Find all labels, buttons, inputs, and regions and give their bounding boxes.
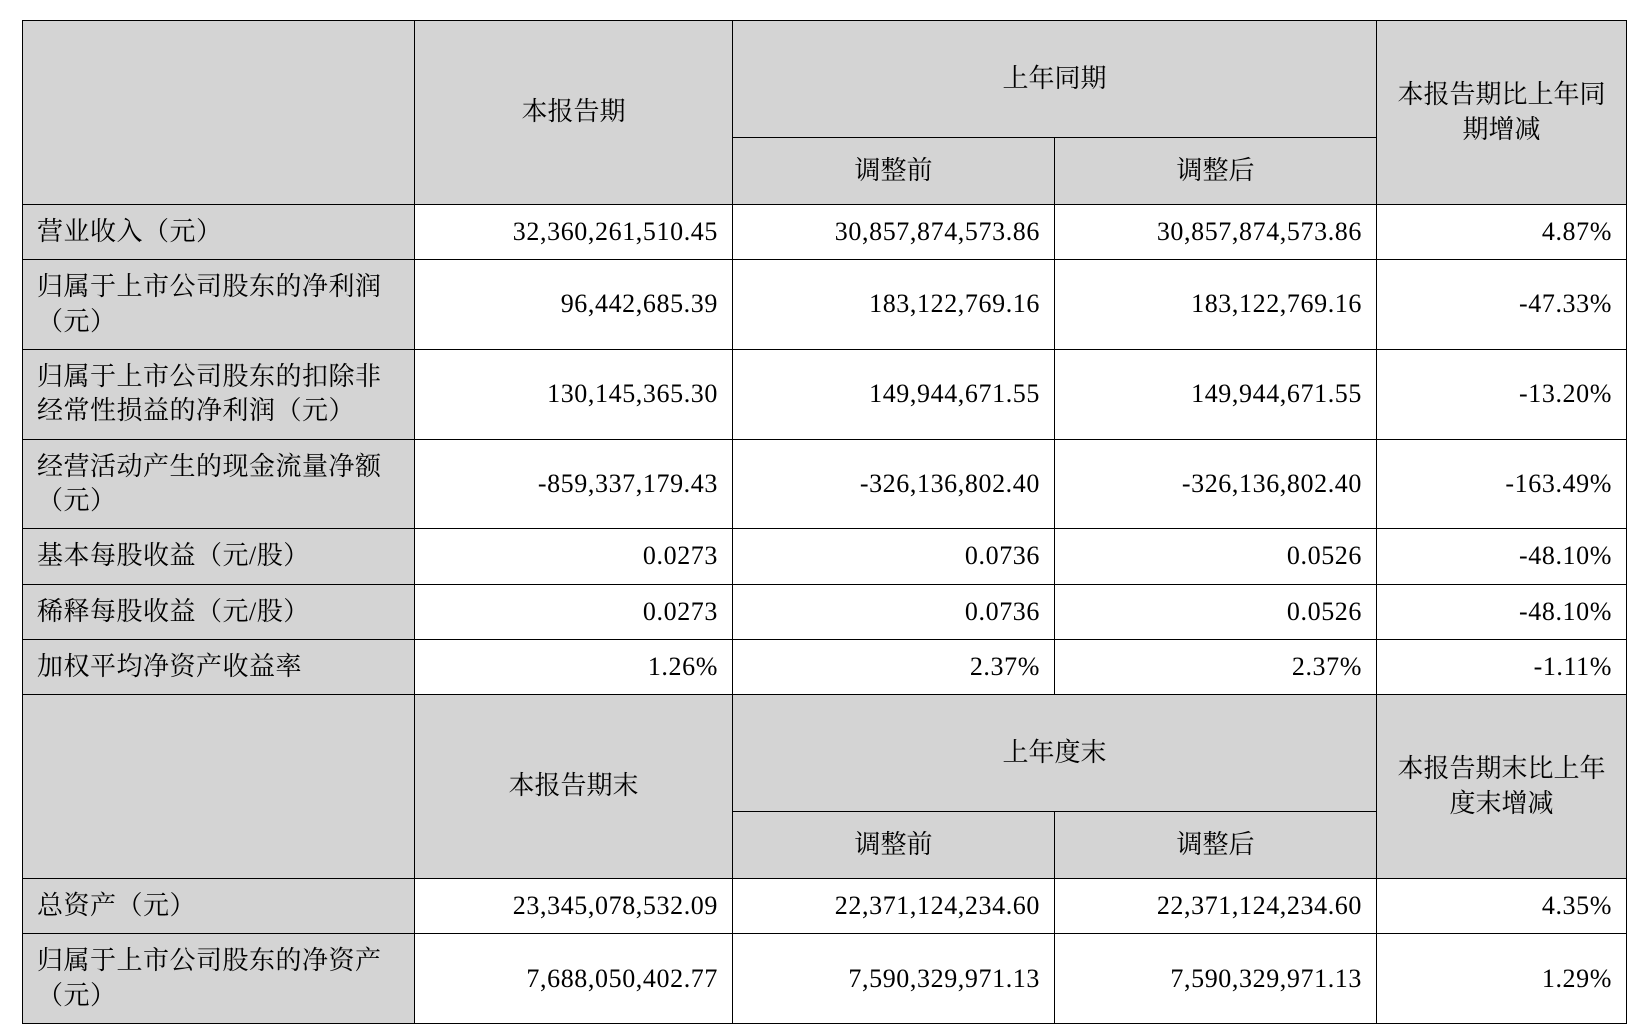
subheader-after-adjustment-2: 调整后: [1055, 812, 1377, 879]
row-value-change: 4.87%: [1377, 205, 1627, 260]
row-value-prior-before: 0.0736: [733, 529, 1055, 584]
subheader-before-adjustment: 调整前: [733, 138, 1055, 205]
row-value-change: 1.29%: [1377, 934, 1627, 1024]
table-row: [23, 934, 1627, 1024]
row-value-prior-before: 149,944,671.55: [733, 349, 1055, 439]
financial-summary-table: [22, 20, 1627, 1024]
row-value-prior-after: 22,371,124,234.60: [1055, 879, 1377, 934]
row-value-prior-before: -326,136,802.40: [733, 439, 1055, 529]
row-value-prior-before: 183,122,769.16: [733, 260, 1055, 350]
header-current-period: 本报告期: [415, 21, 733, 205]
row-value-current: 32,360,261,510.45: [415, 205, 733, 260]
row-value-prior-after: 0.0526: [1055, 529, 1377, 584]
row-label: 加权平均净资产收益率: [23, 639, 415, 694]
row-value-prior-after: 183,122,769.16: [1055, 260, 1377, 350]
row-value-current: -859,337,179.43: [415, 439, 733, 529]
row-value-current: 0.0273: [415, 584, 733, 639]
subheader-before-adjustment-2: 调整前: [733, 812, 1055, 879]
row-value-change: -48.10%: [1377, 529, 1627, 584]
row-value-current: 7,688,050,402.77: [415, 934, 733, 1024]
row-value-change: -1.11%: [1377, 639, 1627, 694]
header-change-2: 本报告期末比上年度末增减: [1377, 695, 1627, 879]
row-value-prior-after: 0.0526: [1055, 584, 1377, 639]
row-label: 稀释每股收益（元/股）: [23, 584, 415, 639]
table-row: [23, 260, 1627, 350]
row-value-change: -47.33%: [1377, 260, 1627, 350]
table-row: [23, 879, 1627, 934]
row-value-prior-before: 2.37%: [733, 639, 1055, 694]
row-value-current: 130,145,365.30: [415, 349, 733, 439]
row-value-prior-before: 0.0736: [733, 584, 1055, 639]
header-empty-corner-2: [23, 695, 415, 879]
row-value-prior-before: 7,590,329,971.13: [733, 934, 1055, 1024]
table-header-row-1: [23, 21, 1627, 138]
header-current-period-end: 本报告期末: [415, 695, 733, 879]
row-label: 总资产（元）: [23, 879, 415, 934]
row-value-current: 0.0273: [415, 529, 733, 584]
table-row: [23, 439, 1627, 529]
header-prior-period-group: 上年同期: [733, 21, 1377, 138]
row-label: 归属于上市公司股东的扣除非经常性损益的净利润（元）: [23, 349, 415, 439]
subheader-after-adjustment: 调整后: [1055, 138, 1377, 205]
row-value-prior-before: 22,371,124,234.60: [733, 879, 1055, 934]
row-value-change: -163.49%: [1377, 439, 1627, 529]
row-value-change: 4.35%: [1377, 879, 1627, 934]
row-value-current: 1.26%: [415, 639, 733, 694]
row-value-change: -48.10%: [1377, 584, 1627, 639]
table-header-row-2: [23, 695, 1627, 812]
row-value-prior-after: 30,857,874,573.86: [1055, 205, 1377, 260]
row-label: 基本每股收益（元/股）: [23, 529, 415, 584]
row-label: 经营活动产生的现金流量净额（元）: [23, 439, 415, 529]
header-change: 本报告期比上年同期增减: [1377, 21, 1627, 205]
row-label: 营业收入（元）: [23, 205, 415, 260]
row-label: 归属于上市公司股东的净利润（元）: [23, 260, 415, 350]
row-value-current: 96,442,685.39: [415, 260, 733, 350]
header-empty-corner: [23, 21, 415, 205]
table-row: [23, 205, 1627, 260]
row-value-prior-after: -326,136,802.40: [1055, 439, 1377, 529]
table-row: [23, 584, 1627, 639]
row-value-current: 23,345,078,532.09: [415, 879, 733, 934]
row-value-prior-after: 2.37%: [1055, 639, 1377, 694]
header-prior-year-end-group: 上年度末: [733, 695, 1377, 812]
row-value-prior-before: 30,857,874,573.86: [733, 205, 1055, 260]
row-label: 归属于上市公司股东的净资产（元）: [23, 934, 415, 1024]
table-row: [23, 529, 1627, 584]
table-row: [23, 349, 1627, 439]
row-value-prior-after: 149,944,671.55: [1055, 349, 1377, 439]
row-value-change: -13.20%: [1377, 349, 1627, 439]
table-row: [23, 639, 1627, 694]
row-value-prior-after: 7,590,329,971.13: [1055, 934, 1377, 1024]
